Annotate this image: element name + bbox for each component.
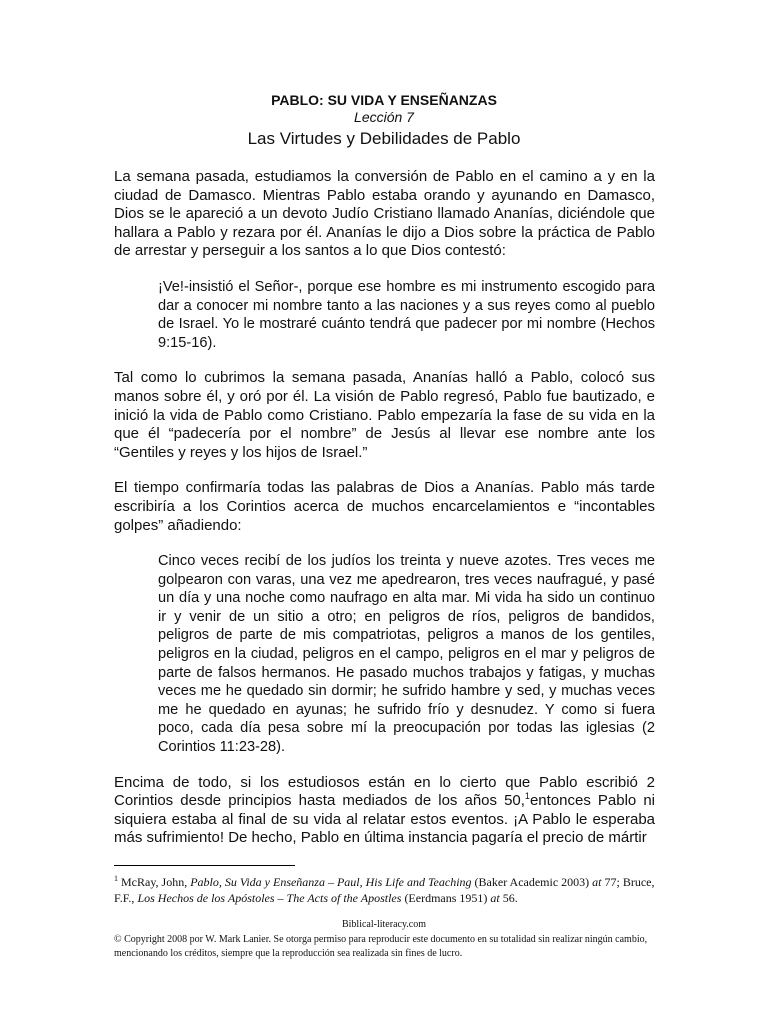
website-credit: Biblical-literacy.com bbox=[341, 919, 427, 930]
block-quote-2 bbox=[114, 552, 655, 757]
paragraph-4 bbox=[114, 774, 655, 848]
paragraph-4-part-2: entonces Pablo ni siquiera estaba al final de su vida al relatar estos eventos. ¡A Pablo le esperaba más sufrimiento! De hecho, Pablo en última instancia pagaría el precio de mártir bbox=[114, 792, 655, 847]
block-quote-1 bbox=[114, 278, 655, 352]
paragraph-2: Tal como lo cubrimos la semana pasada, Ananías halló a Pablo, colocó sus manos sobre él, y oró por él. La visión de Pablo regresó, Pablo fue bautizado, e inició la vida de Pablo como Cristiano. Pablo empezaría la fase de su vida en la que él “padecería por el nombre” de Jesús al llevar ese nombre ante los “Gentiles y reyes y los hijos de Israel.” bbox=[114, 369, 655, 461]
document-header bbox=[0, 92, 768, 150]
footnote bbox=[114, 874, 659, 906]
footnote-at-1: at bbox=[592, 875, 602, 889]
copyright-notice: © Copyright 2008 por W. Mark Lanier. Se otorga permiso para reproducir este documento en su totalidad sin realizar ningún cambio, mencionando los créditos, siempre que la reproducción sea realizada sin fines de lucro. bbox=[114, 934, 648, 959]
block-quote-1-text: ¡Ve!-insistió el Señor-, porque ese hombre es mi instrumento escogido para dar a conocer mi nombre tanto a las naciones y a sus reyes como al pueblo de Israel. Yo le mostraré cuánto tendrá que padecer por mi nombre (Hechos 9:15-16). bbox=[158, 278, 655, 351]
footnote-at-2: at bbox=[490, 891, 500, 905]
block-quote-2-text: Cinco veces recibí de los judíos los treinta y nueve azotes. Tres veces me golpearon con varas, una vez me apedrearon, tres veces naufragué, y pasé un día y una noche como naufrago en alta mar. Mi vida ha sido un continuo ir y venir de un sitio a otro; en peligros de ríos, peligros de bandidos, peligros de parte de mis compatriotas, peligros a manos de los gentiles, peligros en la ciudad, peligros en el campo, peligros en el mar y peligros de parte de falsos hermanos. He pasado muchos trabajos y fatigas, y muchas veces me he quedado sin dormir; he sufrido hambre y sed, y muchas veces me he quedado en ayunas; he sufrido frío y desnudez. Y como si fuera poco, cada día pesa sobre mí la preocupación por todas las iglesias (2 Corintios 11:23-28). bbox=[158, 553, 655, 756]
footnote-text-4: (Eerdmans 1951) bbox=[401, 891, 491, 905]
document-body bbox=[114, 168, 655, 865]
footnote-number: 1 bbox=[114, 874, 118, 883]
footnote-text-3: 77; Bruce, F.F., bbox=[114, 875, 655, 905]
footnote-text-5: 56. bbox=[499, 891, 518, 905]
footnote-book-title-2: Los Hechos de los Apóstoles – The Acts of the Apostles bbox=[137, 891, 402, 905]
lesson-number: Lección 7 bbox=[354, 109, 414, 125]
lesson-subtitle: Las Virtudes y Debilidades de Pablo bbox=[247, 129, 521, 148]
footnote-text-1: McRay, John, bbox=[118, 875, 191, 889]
footnote-book-title-1: Pablo, Su Vida y Enseñanza – Paul, His Life and Teaching bbox=[190, 875, 472, 889]
footnote-text-2: (Baker Academic 2003) bbox=[471, 875, 593, 889]
footnote-separator bbox=[114, 865, 295, 866]
paragraph-4-part-1: Encima de todo, si los estudiosos están en lo cierto que Pablo escribió 2 Corintios desde principios hasta mediados de los años 50, bbox=[114, 773, 655, 810]
paragraph-3: El tiempo confirmaría todas las palabras de Dios a Ananías. Pablo más tarde escribiría a los Corintios acerca de muchos encarcelamientos e “incontables golpes” añadiendo: bbox=[114, 479, 655, 534]
footnote-reference: 1 bbox=[524, 791, 530, 802]
document-title: PABLO: SU VIDA Y ENSEÑANZAS bbox=[271, 92, 497, 108]
paragraph-1: La semana pasada, estudiamos la conversión de Pablo en el camino a y en la ciudad de Damasco. Mientras Pablo estaba orando y ayunando en Damasco, Dios se le apareció a un devoto Judío Cristiano llamado Ananías, diciéndole que hallara a Pablo y rezara por él. Ananías le dijo a Dios sobre la práctica de Pablo de arrestar y perseguir a los santos a lo que Dios contestó: bbox=[114, 168, 655, 260]
